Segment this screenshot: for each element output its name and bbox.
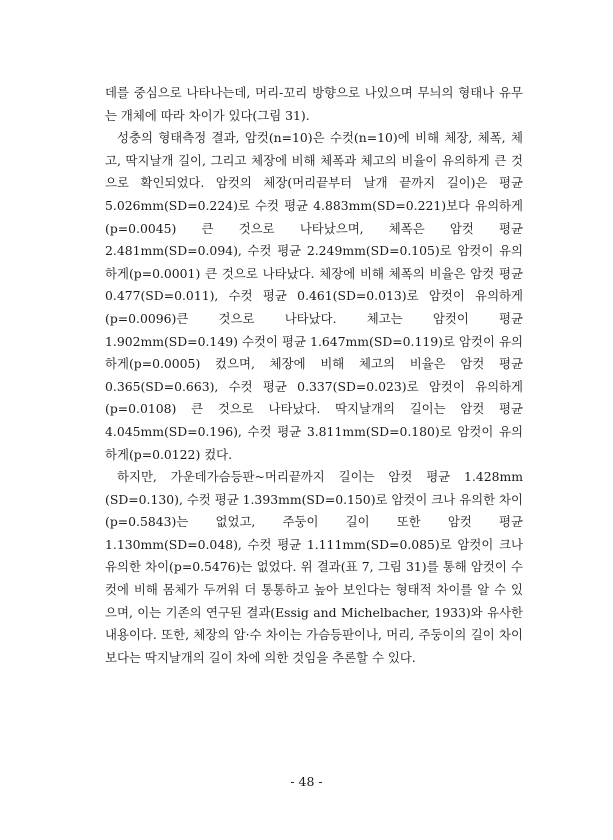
paragraph-morphometrics: 성충의 형태측정 결과, 암컷(n=10)은 수컷(n=10)에 비해 체장, 체폭, 체고, 딱지날개 길이, 그리고 체장에 비해 체폭과 체고의 비율이 유의하게 큰 것으로 확인되었다. 암컷의 체장(머리끝부터 날개 끝까지 길이)은 평균 5.026mm(SD=0.224)로 수컷 평균 4.883mm(SD=0.221)보다 유의하게(p=0.0045) 큰 것으로 나타났으며, 체폭은 암컷 평균 2.481mm(SD=0.094), 수컷 평균 2.249mm(SD=0.105)로 암컷이 유의하게(p=0.0001) 큰 것으로 나타났다. 체장에 비해 체폭의 비율은 암컷 평균 0.477(SD=0.011), 수컷 평균 0.461(SD=0.013)로 암컷이 유의하게(p=0.0096)큰 것으로 나타났다. 체고는 암컷이 평균 1.902mm(SD=0.149) 수컷이 평균 1.647mm(SD=0.119)로 암컷이 유의하게(p=0.0005) 컸으며, 체장에 비해 체고의 비율은 암컷 평균 0.365(SD=0.663), 수컷 평균 0.337(SD=0.023)로 암컷이 유의하게(p=0.0108) 큰 것으로 나타났다. 딱지날개의 길이는 암컷 평균 4.045mm(SD=0.196), 수컷 평균 3.811mm(SD=0.180)로 암컷이 유의하게(p=0.0122) 컸다. (105, 130, 523, 462)
paragraph-comparison: 하지만, 가운데가슴등판~머리끝까지 길이는 암컷 평균 1.428mm (SD=0.130), 수컷 평균 1.393mm(SD=0.150)로 암컷이 크나 유의한 차이(p=0.5843)는 없었고, 주둥이 길이 또한 암컷 평균 1.130mm(SD=0.048), 수컷 평균 1.111mm(SD=0.085)로 암컷이 크나 유의한 차이(p=0.5476)는 없었다. 위 결과(표 7, 그림 31)를 통해 암컷이 수컷에 비해 몸체가 두꺼워 더 통통하고 높아 보인다는 형태적 차이를 알 수 있으며, 이는 기존의 연구된 결과(Essig and Michelbacher, 1933)와 유사한 내용이다. 또한, 체장의 암·수 차이는 가슴등판이나, 머리, 주둥이의 길이 차이보다는 딱지날개의 길이 차에 의한 것임을 추론할 수 있다. (105, 469, 523, 665)
body-text (105, 82, 523, 669)
paragraph-continuation: 데를 중심으로 나타나는데, 머리-꼬리 방향으로 나있으며 무늬의 형태나 유무는 개체에 따라 차이가 있다(그림 31). (105, 85, 523, 123)
page-number: - 48 - (290, 774, 323, 789)
